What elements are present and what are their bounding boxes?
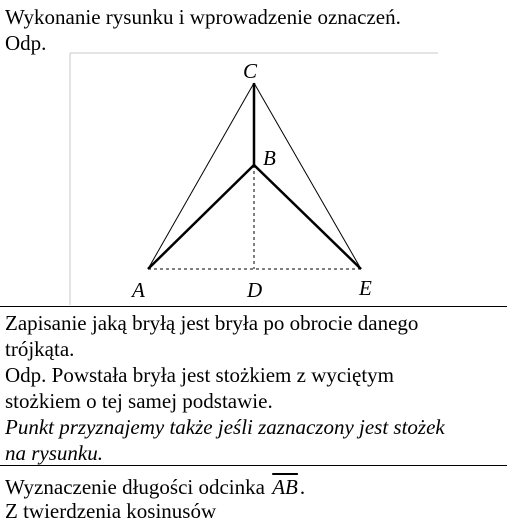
- section3-line1: [5, 474, 305, 500]
- section2-line2: trójkąta.: [5, 337, 75, 361]
- section2-note1: Punkt przyznajemy także jeśli zaznaczony jest stożek: [5, 415, 445, 439]
- label-B: B: [263, 146, 276, 170]
- section2-note2: na rysunku.: [5, 441, 103, 465]
- label-A: A: [132, 278, 145, 302]
- section1-answer-label: Odp.: [5, 31, 47, 55]
- label-D: D: [247, 278, 263, 302]
- section3-line1-prefix: Wyznaczenie długości odcinka: [5, 475, 265, 499]
- section2-line3: Odp. Powstała bryła jest stożkiem z wyciętym: [5, 363, 395, 387]
- section2-line1: Zapisanie jaką bryłą jest bryła po obrocie danego: [5, 311, 419, 335]
- segment-CE: [254, 83, 361, 269]
- divider-2: [0, 465, 507, 466]
- section2-line4: stożkiem o tej samej podstawie.: [5, 389, 273, 413]
- label-C: C: [243, 59, 258, 83]
- section1-heading: Wykonanie rysunku i wprowadzenie oznaczeń.: [5, 5, 401, 29]
- section3-line1-suffix: .: [299, 475, 306, 499]
- segment-AC: [148, 83, 254, 269]
- segment-AB-symbol: $\overline{AB}$: [272, 475, 298, 499]
- section3-line2: Z twierdzenia kosinusów: [5, 499, 217, 523]
- segment-BE: [254, 165, 361, 269]
- label-E: E: [359, 276, 372, 300]
- cone-figure: [0, 50, 507, 305]
- segment-AB: [148, 165, 254, 269]
- divider-1: [0, 306, 507, 307]
